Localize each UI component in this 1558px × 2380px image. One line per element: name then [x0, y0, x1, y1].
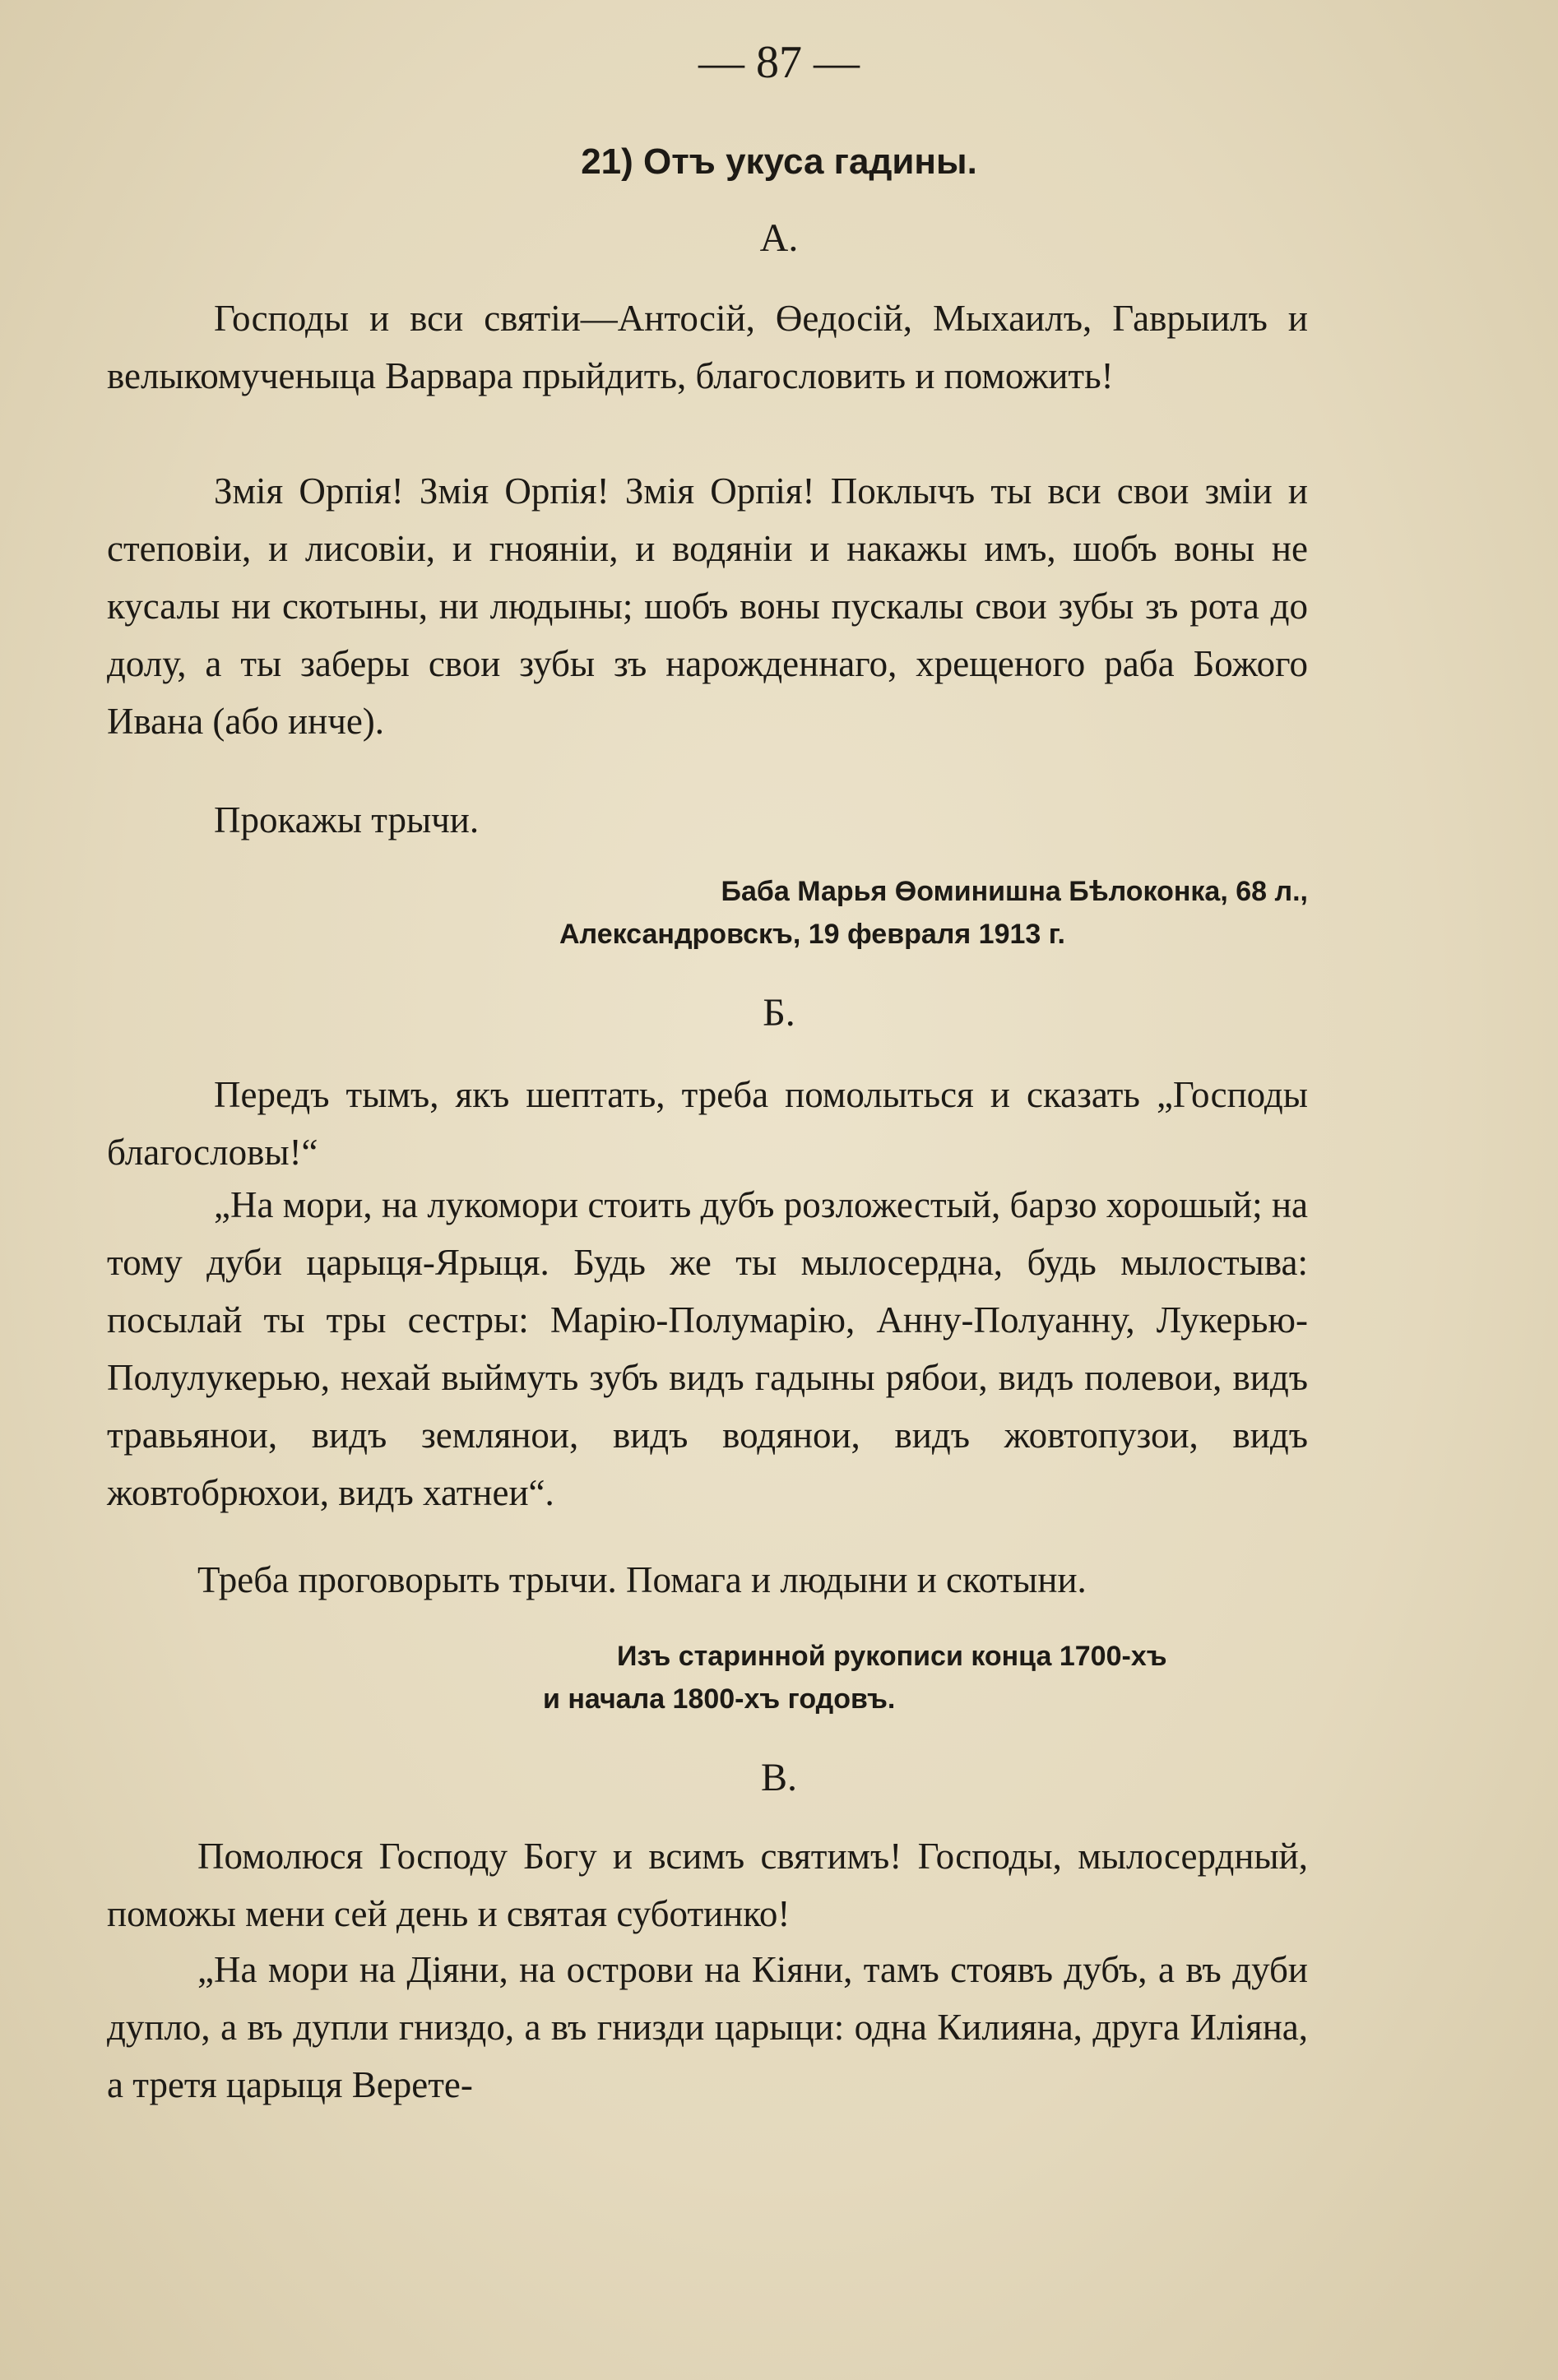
- source-line: Баба Марья Өоминишна Бѣлоконка, 68 л.,: [721, 876, 1308, 907]
- paragraph: Передъ тымъ, якъ шептать, треба помолыться и сказать „Господы благословы!“: [107, 1074, 1308, 1173]
- chapter-title: 21) Отъ укуса гадины.: [581, 141, 977, 182]
- paragraph: Треба проговорыть трычи. Помага и людыни и скотыни.: [197, 1559, 1087, 1600]
- page-number: — 87 —: [698, 37, 860, 88]
- source-attribution: [494, 870, 1308, 956]
- section-heading-b: Б.: [763, 991, 795, 1035]
- paragraph: Прокажы трычи.: [214, 799, 480, 840]
- source-line: Александровскъ, 19 февраля 1913 г.: [559, 919, 1065, 950]
- paragraph: „На мори на Діяни, на острови на Кіяни, тамъ стоявъ дубъ, а въ дуби дупло, а въ дупли гниздо, а въ гнизди царыци: одна Килияна, друга Иліяна, а третя царыця Веретe-: [107, 1949, 1308, 2105]
- paragraph: „На мори, на лукомори стоить дубъ розложестый, барзо хорошый; на тому дуби царыця-Ярыця. Будь же ты мылосердна, будь мылостыва: посылай ты тры сестры: Марію-Полумарію, Анну-Полуанну, Лукерью-Полулукерью, нехай выймуть зубъ видъ гадыны рябои, видъ полевои, видъ травьянои, видъ землянои, видъ водянои, видъ жовтопузои, видъ жовтобрюхои, видъ хатнеи“.: [107, 1184, 1308, 1513]
- paragraph: Господы и вси святіи—Антосій, Өедосій, Мыхаилъ, Гаврыилъ и велыкомученыца Варвара прыйдить, благословить и поможить!: [107, 298, 1308, 396]
- source-line: Изъ старинной рукописи конца 1700-хъ: [617, 1641, 1167, 1672]
- source-attribution: [543, 1635, 1308, 1720]
- section-heading-a: А.: [759, 216, 799, 260]
- paragraph: Змія Орпія! Змія Орпія! Змія Орпія! Поклычъ ты вси свои зміи и степовіи, и лисовіи, и гнояніи, и водяніи и накажы имъ, шобъ воны не кусалы ни скотыны, ни людыны; шобъ воны пускалы свои зубы зъ рота до долу, а ты заберы свои зубы зъ нарожденнаго, хрещеного раба Божого Ивана (або инче).: [107, 470, 1308, 742]
- source-line: и начала 1800-хъ годовъ.: [543, 1683, 896, 1715]
- paragraph: Помолюся Господу Богу и всимъ святимъ! Господы, мылосердный, поможы мени сей день и святая суботинко!: [107, 1836, 1308, 1934]
- section-heading-c: В.: [760, 1756, 797, 1799]
